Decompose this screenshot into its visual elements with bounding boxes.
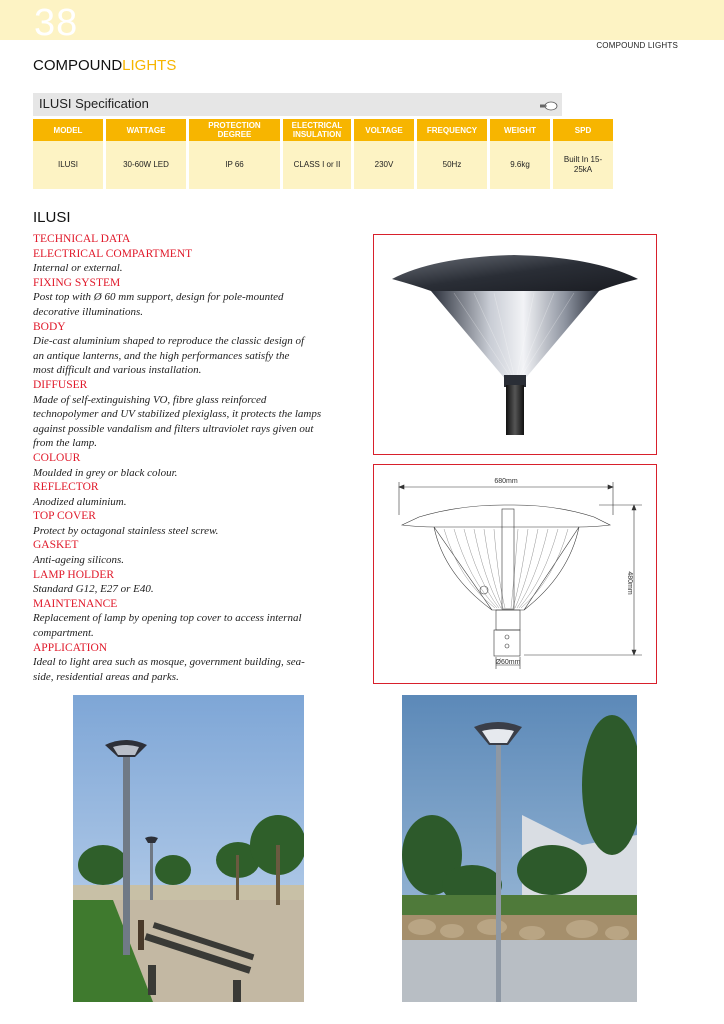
- spec-value-row: [33, 141, 613, 189]
- spec-header-frequency: FREQUENCY: [417, 119, 487, 141]
- spec-value-protection: IP 66: [189, 141, 280, 189]
- section-text: Die-cast aluminium shaped to reproduce the classic design of an antique lanterns, and the high performances satisfy the most difficult and various installation.: [33, 335, 305, 377]
- spec-value-frequency: 50Hz: [417, 141, 487, 189]
- spec-value-spd: Built In 15-25kA: [553, 141, 613, 189]
- spec-value-insulation: CLASS I or II: [283, 141, 351, 189]
- section-heading: FIXING SYSTEM: [33, 276, 121, 289]
- section-heading: MAINTENANCE: [33, 597, 118, 610]
- section-heading: BODY: [33, 320, 66, 333]
- title-accent: LIGHTS: [122, 57, 177, 74]
- spec-value-voltage: 230V: [354, 141, 414, 189]
- section-heading: TOP COVER: [33, 510, 96, 523]
- spec-header-model: MODEL: [33, 119, 103, 141]
- spec-heading-bar: [33, 93, 562, 116]
- section-heading: DIFFUSER: [33, 378, 88, 391]
- spec-header-row: [33, 119, 613, 141]
- page-number: 38: [34, 2, 79, 44]
- section-text: Protect by octagonal stainless steel screw.: [33, 524, 219, 537]
- park-bench-photo: [73, 695, 304, 1002]
- garden-evening-photo: [402, 695, 637, 1002]
- section-text: Made of self-extinguishing VO, fibre glass reinforced technopolymer and UV stabilized plexiglass, it protects the lamps against possible vandalism and filters ultraviolet rays given out from the lamp.: [33, 393, 322, 450]
- section-text: Moulded in grey or black colour.: [33, 466, 178, 479]
- section-heading: REFLECTOR: [33, 481, 99, 494]
- top-banner: [0, 0, 724, 40]
- base-dimension: Ø60mm: [495, 659, 521, 666]
- spec-header-wattage: WATTAGE: [106, 119, 186, 141]
- spec-value-wattage: 30-60W LED: [106, 141, 186, 189]
- spec-value-weight: 9.6kg: [490, 141, 550, 189]
- product-description: [33, 232, 363, 684]
- spec-value-model: ILUSI: [33, 141, 103, 189]
- section-text: Standard G12, E27 or E40.: [33, 583, 154, 596]
- section-text: Anti-ageing silicons.: [33, 554, 125, 567]
- page-title: [33, 57, 176, 74]
- spec-heading: ILUSI Specification: [39, 96, 149, 111]
- section-text: Ideal to light area such as mosque, government building, sea-side, residential areas and parks.: [33, 656, 305, 683]
- spec-header-protection: PROTECTION DEGREE: [189, 119, 280, 141]
- section-heading: GASKET: [33, 539, 79, 552]
- product-photo-frame: [373, 234, 657, 455]
- product-lamp-image: [374, 235, 656, 454]
- section-tag: COMPOUND LIGHTS: [596, 41, 678, 50]
- section-heading: ELECTRICAL COMPARTMENT: [33, 247, 193, 260]
- product-title: ILUSI: [33, 209, 71, 226]
- height-dimension: 480mm: [626, 571, 633, 595]
- section-text: Replacement of lamp by opening top cover to access internal compartment.: [33, 612, 302, 640]
- spec-header-insulation: ELECTRICAL INSULATION: [283, 119, 351, 141]
- section-text: Anodized aluminium.: [33, 495, 127, 508]
- technical-drawing-frame: [373, 464, 657, 684]
- section-text: Internal or external.: [33, 262, 123, 275]
- section-heading: COLOUR: [33, 451, 81, 464]
- spec-header-weight: WEIGHT: [490, 119, 550, 141]
- section-text: Post top with Ø 60 mm support, design for pole-mounted decorative illuminations.: [33, 291, 284, 318]
- lamp-bulb-icon: [538, 101, 558, 111]
- spec-header-spd: SPD: [553, 119, 613, 141]
- technical-drawing: [374, 465, 656, 683]
- spec-header-voltage: VOLTAGE: [354, 119, 414, 141]
- title-main: COMPOUND: [33, 57, 123, 74]
- section-heading: TECHNICAL DATA: [33, 233, 131, 245]
- section-heading: APPLICATION: [33, 641, 108, 654]
- spec-table: [30, 119, 616, 189]
- section-heading: LAMP HOLDER: [33, 568, 115, 581]
- width-dimension: 680mm: [494, 478, 518, 485]
